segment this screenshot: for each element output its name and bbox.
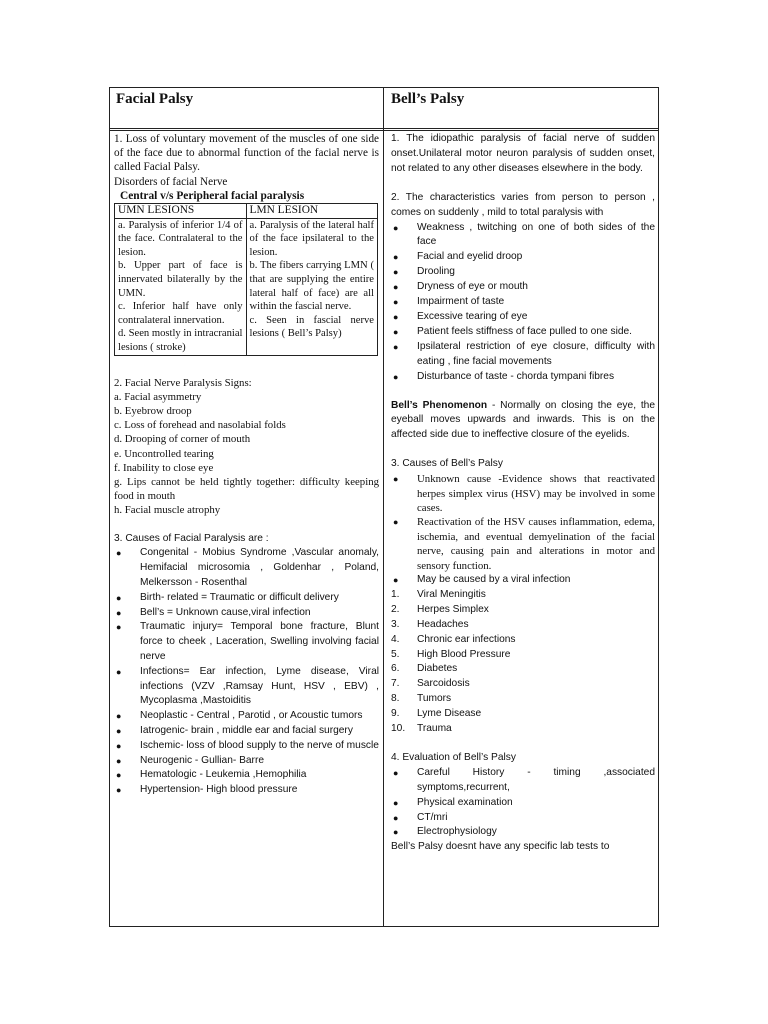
signs-title: 2. Facial Nerve Paralysis Signs:: [114, 376, 252, 389]
cause-item: ● Neoplastic - Central , Parotid , or Acoustic tumors: [114, 709, 379, 724]
cause-item: ● Bell’s = Unknown cause,viral infection: [114, 606, 379, 621]
umn-point: d. Seen mostly in intracranial lesions ( stroke): [118, 328, 243, 353]
numbered-cause-item: [391, 648, 655, 663]
item-number: 10.: [391, 723, 406, 735]
umn-point: a. Paralysis of inferior 1/4 of the face. Contralateral to the lesion.: [118, 219, 243, 258]
item-text: Herpes Simplex: [417, 603, 489, 615]
item-text: Sarcoidosis: [417, 678, 470, 690]
sign-item: h. Facial muscle atrophy: [114, 504, 221, 517]
evaluation-item: ● CT/mri: [391, 811, 655, 826]
lab-tests-note: Bell’s Palsy doesnt have any specific lab tests to: [391, 841, 610, 853]
causes-title: 3. Causes of Facial Paralysis are :: [114, 532, 269, 544]
numbered-cause-item: [391, 677, 655, 692]
numbered-cause-item: [391, 662, 655, 677]
bells-phenomenon-text: - Normally on closing the eye, the eyeball moves upwards and inwards. This is on the affected side due to ineffective closure of the eyelids.: [391, 399, 655, 441]
umn-point: b. Upper part of face is innervated bilaterally by the UMN.: [118, 260, 243, 299]
symptom-item: ● Dryness of eye or mouth: [391, 280, 655, 295]
symptom-item: ● Disturbance of taste - chorda tympani fibres: [391, 370, 655, 385]
bells-phenomenon-label: Bell’s Phenomenon: [391, 399, 488, 411]
lesion-table: [114, 203, 378, 356]
lmn-point: b. The fibers carrying LMN ( that are supplying the entire lateral half of face) are all within the fascial nerve.: [249, 260, 374, 313]
item-number: 8.: [391, 693, 400, 705]
bells-definition: 1. The idiopathic paralysis of facial nerve of sudden onset.Unilateral motor neuron paralysis of sudden onset, not related to any other diseases elsewhere in the body.: [391, 133, 655, 174]
item-number: 2.: [391, 603, 400, 615]
bells-cause-item: ● Unknown cause -Evidence shows that reactivated herpes simplex virus (HSV) may be involved in some cases.: [391, 472, 655, 515]
evaluation-item: ● Electrophysiology: [391, 825, 655, 840]
cause-item: ● Ischemic- loss of blood supply to the nerve of muscle: [114, 739, 379, 754]
lmn-point: a. Paralysis of the lateral half of the face ipsilateral to the lesion.: [249, 219, 374, 258]
bells-causes-title: 3. Causes of Bell’s Palsy: [391, 458, 503, 470]
bells-palsy-heading: Bell’s Palsy: [391, 91, 465, 107]
symptom-item: ● Ipsilateral restriction of eye closure, difficulty with eating , fine facial movements: [391, 340, 655, 370]
lmn-header: LMN LESION: [246, 204, 378, 219]
cause-item: ● Hypertension- High blood pressure: [114, 783, 379, 798]
item-number: 1.: [391, 588, 400, 600]
item-text: Tumors: [417, 693, 452, 705]
numbered-cause-item: [391, 692, 655, 707]
item-text: Lyme Disease: [417, 708, 482, 720]
comparison-table: [109, 87, 659, 927]
lmn-text: [250, 219, 375, 341]
sign-item: e. Uncontrolled tearing: [114, 447, 214, 460]
evaluation-item: ● Physical examination: [391, 796, 655, 811]
numbered-cause-item: [391, 633, 655, 648]
cause-item: ● Traumatic injury= Temporal bone fracture, Blunt force to cheek , Laceration, Swelling involving facial nerve: [114, 620, 379, 664]
symptom-item: ● Facial and eyelid droop: [391, 250, 655, 265]
numbered-cause-item: [391, 603, 655, 618]
item-number: 6.: [391, 663, 400, 675]
cause-item: ● Infections= Ear infection, Lyme disease, Viral infections (VZV ,Ramsay Hunt, HSV , EBV) , Mycoplasma ,Mastoiditis: [114, 665, 379, 709]
item-text: Chronic ear infections: [417, 633, 516, 645]
symptom-list: [391, 221, 655, 385]
symptom-item: ● Weakness , twitching on one of both sides of the face: [391, 221, 655, 251]
item-text: Trauma: [417, 723, 452, 735]
sign-item: a. Facial asymmetry: [114, 390, 202, 403]
facial-palsy-heading: Facial Palsy: [116, 91, 194, 107]
symptom-item: ● Impairment of taste: [391, 295, 655, 310]
viral-list: [391, 573, 655, 588]
evaluation-list: [391, 766, 655, 841]
item-number: 5.: [391, 648, 400, 660]
cause-item: ● Neurogenic - Gullian- Barre: [114, 754, 379, 769]
bells-characteristics: 2. The characteristics varies from person to person , comes on suddenly , mild to total paralysis with: [391, 191, 655, 218]
column-divider: [383, 88, 384, 926]
numbered-cause-item: [391, 618, 655, 633]
header-divider-double: [110, 130, 658, 131]
numbered-cause-item: [391, 722, 655, 737]
numbered-cause-item: [391, 588, 655, 603]
cause-item: ● Hematologic - Leukemia ,Hemophilia: [114, 768, 379, 783]
symptom-item: ● Patient feels stiffness of face pulled to one side.: [391, 325, 655, 340]
numbered-causes-list: [391, 588, 655, 737]
item-number: 3.: [391, 618, 400, 630]
sign-item: c. Loss of forehead and nasolabial folds: [114, 419, 286, 432]
item-text: Diabetes: [417, 663, 458, 675]
umn-cell: [115, 218, 247, 355]
sign-item: f. Inability to close eye: [114, 461, 214, 474]
facial-palsy-intro: 1. Loss of voluntary movement of the muscles of one side of the face due to abnormal function of the facial nerve is called Facial Palsy.: [114, 133, 379, 174]
signs-section: [114, 376, 379, 518]
item-text: Viral Meningitis: [417, 588, 486, 600]
bells-phenomenon: [391, 399, 655, 444]
cause-item: ● Congenital - Mobius Syndrome ,Vascular anomaly, Hemifacial microsomia , Goldenhar , Poland, Melkersson - Rosenthal: [114, 546, 379, 590]
evaluation-title: 4. Evaluation of Bell’s Palsy: [391, 751, 516, 763]
bells-causes-list: [391, 472, 655, 573]
umn-text: [118, 219, 243, 355]
sign-item: g. Lips cannot be held tightly together: difficulty keeping food in mouth: [114, 475, 379, 503]
causes-list: [114, 546, 379, 798]
header-divider: [110, 128, 658, 129]
disorders-label: Disorders of facial Nerve: [114, 175, 228, 188]
facial-palsy-column: [114, 132, 379, 798]
numbered-cause-item: [391, 707, 655, 722]
lesion-table-title: Central v/s Peripheral facial paralysis: [120, 189, 305, 202]
umn-point: c. Inferior half have only contralateral innervation.: [118, 301, 243, 326]
item-number: 9.: [391, 708, 400, 720]
bells-palsy-column: [391, 132, 655, 855]
item-text: Headaches: [417, 618, 469, 630]
item-number: 7.: [391, 678, 400, 690]
bells-cause-item: ● Reactivation of the HSV causes inflammation, edema, ischemia, and eventual demyelination of the facial nerve, causing pain and alterations in motor and sensory function.: [391, 515, 655, 573]
sign-item: d. Drooping of corner of mouth: [114, 433, 251, 446]
item-number: 4.: [391, 633, 400, 645]
lmn-point: c. Seen in fascial nerve lesions ( Bell’s Palsy): [249, 314, 374, 340]
symptom-item: ● Drooling: [391, 265, 655, 280]
viral-item: ● May be caused by a viral infection: [391, 573, 655, 588]
evaluation-item: ● Careful History - timing ,associated symptoms,recurrent,: [391, 766, 655, 796]
cause-item: ● Birth- related = Traumatic or difficult delivery: [114, 591, 379, 606]
cause-item: ● Iatrogenic- brain , middle ear and facial surgery: [114, 724, 379, 739]
sign-item: b. Eyebrow droop: [114, 404, 192, 417]
item-text: High Blood Pressure: [417, 648, 511, 660]
lmn-cell: [246, 218, 378, 355]
symptom-item: ● Excessive tearing of eye: [391, 310, 655, 325]
umn-header: UMN LESIONS: [115, 204, 247, 219]
